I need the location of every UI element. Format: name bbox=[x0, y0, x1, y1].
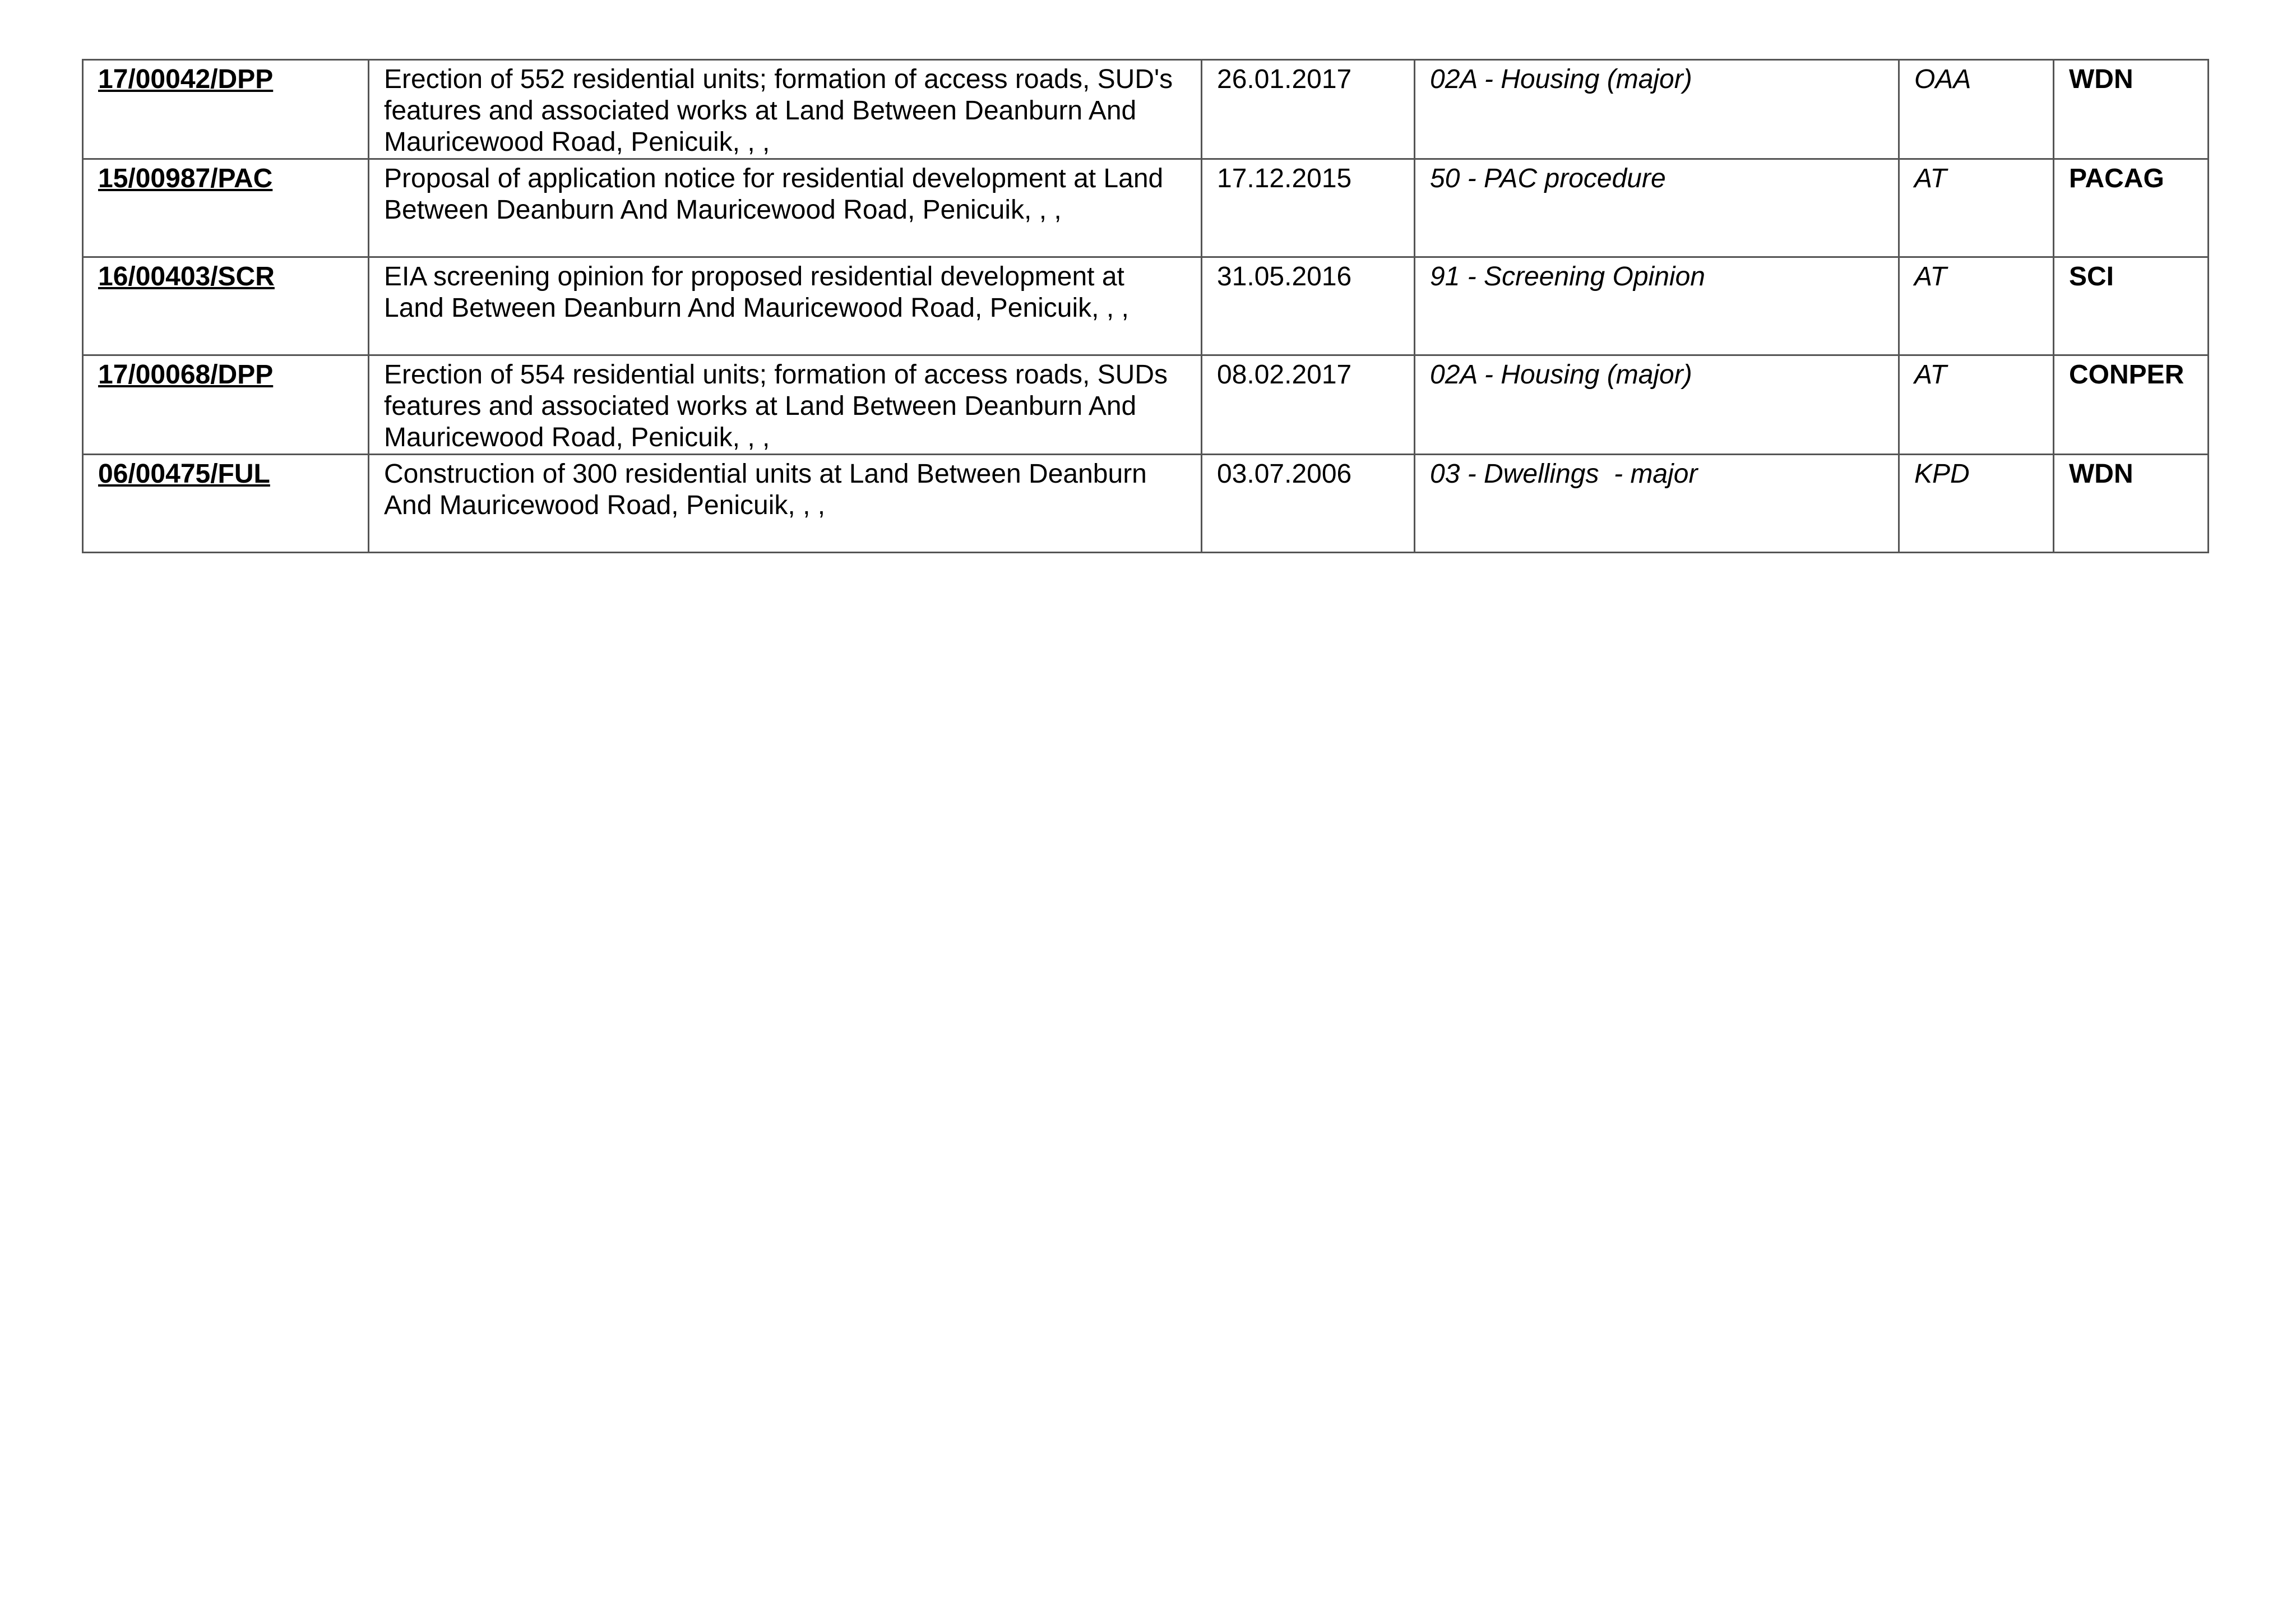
application-type-cell: 91 - Screening Opinion bbox=[1415, 257, 1899, 355]
application-type-cell: 02A - Housing (major) bbox=[1415, 355, 1899, 455]
application-type-cell: 50 - PAC procedure bbox=[1415, 159, 1899, 257]
date-cell: 03.07.2006 bbox=[1202, 455, 1415, 553]
officer-cell: AT bbox=[1899, 257, 2054, 355]
officer-cell: KPD bbox=[1899, 455, 2054, 553]
date-cell: 26.01.2017 bbox=[1202, 60, 1415, 159]
reference-cell bbox=[83, 355, 369, 455]
decision-cell: WDN bbox=[2054, 60, 2209, 159]
table-row bbox=[83, 60, 2209, 159]
table-row bbox=[83, 455, 2209, 553]
officer-cell: OAA bbox=[1899, 60, 2054, 159]
reference-cell bbox=[83, 455, 369, 553]
application-reference-link[interactable]: 15/00987/PAC bbox=[98, 164, 273, 193]
proposal-cell: Erection of 554 residential units; formation of access roads, SUDs features and associated works at Land Between Deanburn And Mauricewood Road, Penicuik, , , bbox=[369, 355, 1202, 455]
decision-cell: CONPER bbox=[2054, 355, 2209, 455]
planning-applications-table bbox=[82, 59, 2209, 553]
table-row bbox=[83, 355, 2209, 455]
decision-cell: WDN bbox=[2054, 455, 2209, 553]
decision-cell: PACAG bbox=[2054, 159, 2209, 257]
reference-cell bbox=[83, 60, 369, 159]
table-row bbox=[83, 257, 2209, 355]
reference-cell bbox=[83, 159, 369, 257]
proposal-cell: Erection of 552 residential units; formation of access roads, SUD's features and associated works at Land Between Deanburn And Mauricewood Road, Penicuik, , , bbox=[369, 60, 1202, 159]
application-reference-link[interactable]: 06/00475/FUL bbox=[98, 459, 270, 489]
officer-cell: AT bbox=[1899, 159, 2054, 257]
application-type-cell: 02A - Housing (major) bbox=[1415, 60, 1899, 159]
application-reference-link[interactable]: 17/00042/DPP bbox=[98, 64, 274, 94]
date-cell: 17.12.2015 bbox=[1202, 159, 1415, 257]
application-reference-link[interactable]: 16/00403/SCR bbox=[98, 262, 275, 292]
reference-cell bbox=[83, 257, 369, 355]
decision-cell: SCI bbox=[2054, 257, 2209, 355]
officer-cell: AT bbox=[1899, 355, 2054, 455]
date-cell: 08.02.2017 bbox=[1202, 355, 1415, 455]
proposal-cell: EIA screening opinion for proposed residential development at Land Between Deanburn And Mauricewood Road, Penicuik, , , bbox=[369, 257, 1202, 355]
application-reference-link[interactable]: 17/00068/DPP bbox=[98, 360, 274, 390]
proposal-cell: Proposal of application notice for residential development at Land Between Deanburn And Mauricewood Road, Penicuik, , , bbox=[369, 159, 1202, 257]
application-type-cell: 03 - Dwellings - major bbox=[1415, 455, 1899, 553]
date-cell: 31.05.2016 bbox=[1202, 257, 1415, 355]
table-row bbox=[83, 159, 2209, 257]
proposal-cell: Construction of 300 residential units at Land Between Deanburn And Mauricewood Road, Penicuik, , , bbox=[369, 455, 1202, 553]
